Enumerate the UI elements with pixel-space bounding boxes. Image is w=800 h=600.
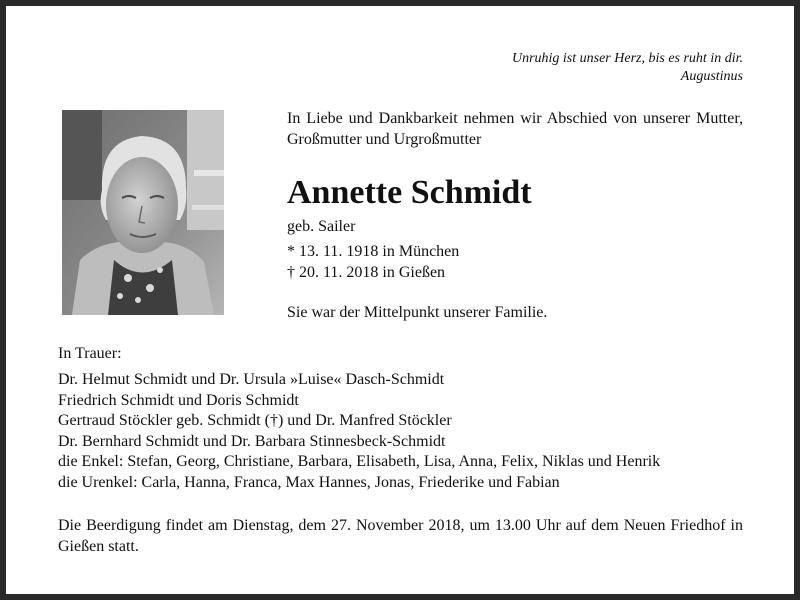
mourner-line: die Urenkel: Carla, Hanna, Franca, Max Hannes, Jonas, Friederike und Fabian bbox=[58, 473, 560, 491]
mourner-line: Gertraud Stöckler geb. Schmidt (†) und Dr. Manfred Stöckler bbox=[58, 412, 452, 429]
motto bbox=[512, 50, 743, 86]
funeral-info: Die Beerdigung findet am Dienstag, dem 27. November 2018, um 13.00 Uhr auf dem Neuen Friedhof in Gießen statt. bbox=[58, 517, 743, 555]
family-statement: Sie war der Mittelpunkt unserer Familie. bbox=[287, 304, 548, 321]
mourners-list bbox=[58, 370, 660, 493]
mourner-line: die Enkel: Stefan, Georg, Christiane, Barbara, Elisabeth, Lisa, Anna, Felix, Niklas und Henrik bbox=[58, 453, 661, 470]
mourner-line: Friedrich Schmidt und Doris Schmidt bbox=[58, 391, 299, 409]
deceased-name: Annette Schmidt bbox=[287, 174, 532, 211]
intro-text: In Liebe und Dankbarkeit nehmen wir Abschied von unserer Mutter, Großmutter und Urgroßmutter bbox=[287, 110, 743, 148]
mourning-label: In Trauer: bbox=[58, 345, 122, 362]
portrait-photo bbox=[62, 110, 224, 315]
death-date: † 20. 11. 2018 in Gießen bbox=[287, 264, 446, 281]
mourner-line: Dr. Bernhard Schmidt und Dr. Barbara Stinnesbeck-Schmidt bbox=[58, 432, 446, 450]
birth-name: geb. Sailer bbox=[287, 218, 356, 235]
mourner-line: Dr. Helmut Schmidt und Dr. Ursula »Luise« Dasch-Schmidt bbox=[58, 371, 445, 388]
birth-date: * 13. 11. 1918 in München bbox=[287, 243, 460, 260]
life-dates bbox=[287, 241, 459, 283]
motto-author: Augustinus bbox=[680, 69, 743, 84]
motto-quote: Unruhig ist unser Herz, bis es ruht in dir. bbox=[511, 51, 743, 66]
